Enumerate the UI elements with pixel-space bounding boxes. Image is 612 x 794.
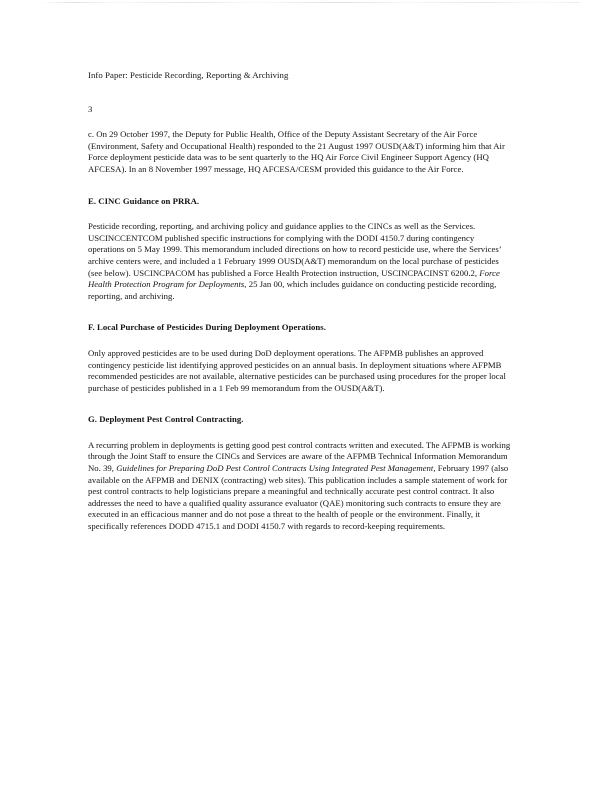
section-heading-e: E. CINC Guidance on PRRA. [88, 195, 200, 206]
section-e-body-text-part1: Pesticide recording, reporting, and archiving policy and guidance applies to the CINCs as well as the Services. USCINCCENTCOM published specific instructions for complying with the DODI 4150.7 during contingency operations on 5 May 1999. This memorandum included directions on how to record pesticide use, where the Services’ archive centers were, and included a 1 February 1999 OUSD(A&T) memorandum on the local purchase of pesticides (see below). USCINCPACOM has published a Force Health Protection instruction, USCINCPACINST 6200.2, [88, 221, 502, 278]
paragraph-c: c. On 29 October 1997, the Deputy for Public Health, Office of the Deputy Assistant Secretary of the Air Force (Environment, Safety and Occupational Health) responded to the 21 August 1997 OUSD(A&T) informing him that Air Force deployment pesticide data was to be sent quarterly to the HQ Air Force Civil Engineer Support Agency (HQ AFCESA). In an 8 November 1997 message, HQ AFCESA/CESM provided this guidance to the Air Force. [88, 129, 505, 174]
section-g-italic-publication-title: Guidelines for Preparing DoD Pest Control Contracts Using Integrated Pest Management [116, 463, 434, 474]
section-e-italic-publication-title: Force Health Protection Program for Deployments [88, 267, 500, 290]
section-e-body-text-part2: , 25 Jan 00, which includes guidance on conducting pesticide recording, reporting, and archiving. [88, 279, 497, 301]
page-number: 3 [88, 103, 93, 114]
section-f-body: Only approved pesticides are to be used during DoD deployment operations. The AFPMB publishes an approved contingency pesticide list identifying approved pesticides on an annual basis. In deployment situations where AFPMB recommended pesticides are not available, alternative pesticides can be purchased using procedures for the proper local purchase of pesticides published in a 1 Feb 99 memorandum from the OUSD(A&T). [88, 347, 507, 393]
section-heading-g: G. Deployment Pest Control Contracting. [88, 414, 244, 425]
section-g-body-text-part2: , February 1997 (also available on the AFPMB and DENIX (contracting) web sites). This publication includes a sample statement of work for pest control contracts to help logisticians prepare a meaningful and technically accurate pest control contract. It also addresses the need to have a qualified quality assurance evaluator (QAE) monitoring such contracts to ensure they are executed in an efficacious manner and do not pose a threat to the health of people or the environment. Finally, it specifically references DODD 4715.1 and DODI 4150.7 with regards to record-keeping requirements. [88, 463, 509, 532]
document-text-column [88, 70, 512, 533]
section-g-body [88, 440, 512, 533]
section-e-body [88, 221, 512, 302]
running-head: Info Paper: Pesticide Recording, Reporting & Archiving [88, 70, 289, 80]
section-g-body-text-part1: A recurring problem in deployments is getting good pest control contracts written and executed. The AFPMB is working through the Joint Staff to ensure the CINCs and Services are aware of the AFPMB Technical Information Memorandum No. 39, [88, 439, 511, 474]
scan-artifact-top-edge [40, 2, 580, 3]
section-heading-f: F. Local Purchase of Pesticides During Deployment Operations. [88, 322, 326, 333]
